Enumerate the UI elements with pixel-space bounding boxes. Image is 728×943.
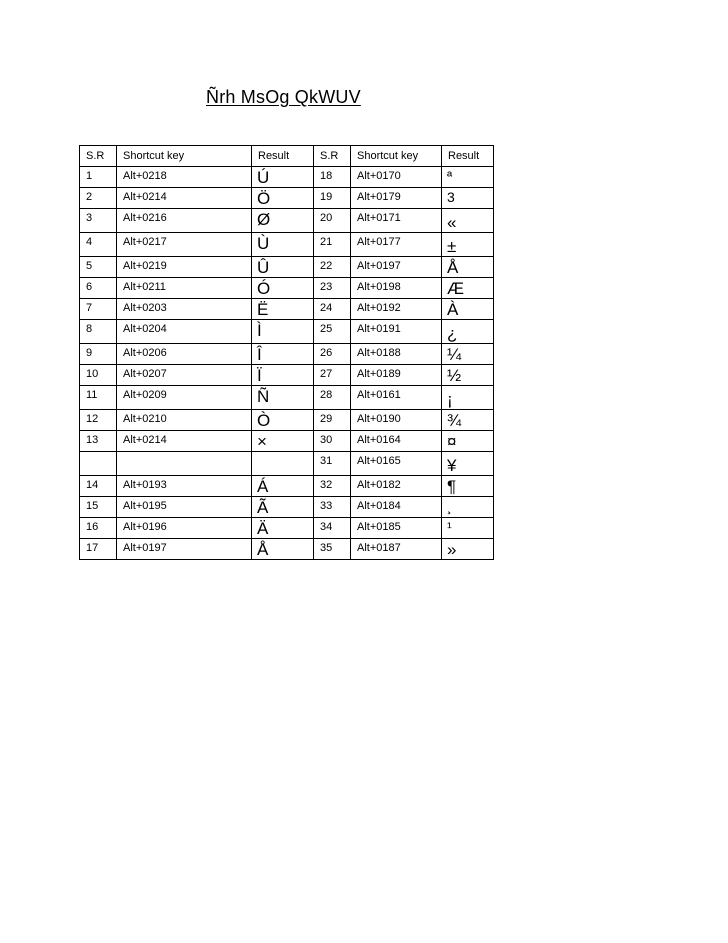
header-shortcut-key-right: Shortcut key bbox=[351, 146, 442, 167]
table-row bbox=[80, 344, 494, 365]
sr-left-cell: 10 bbox=[80, 365, 117, 386]
sr-left-cell: 14 bbox=[80, 476, 117, 497]
sr-right-cell: 21 bbox=[314, 233, 351, 257]
shortcut-key-left-cell: Alt+0219 bbox=[117, 257, 252, 278]
sr-right-cell: 18 bbox=[314, 167, 351, 188]
result-right-cell: ½ bbox=[442, 365, 494, 386]
result-left-cell: Ö bbox=[252, 188, 314, 209]
table-row bbox=[80, 497, 494, 518]
table-row bbox=[80, 365, 494, 386]
shortcut-key-left-cell: Alt+0204 bbox=[117, 320, 252, 344]
shortcut-key-left-cell: Alt+0206 bbox=[117, 344, 252, 365]
result-left-cell bbox=[252, 452, 314, 476]
shortcut-key-right-cell: Alt+0165 bbox=[351, 452, 442, 476]
sr-left-cell: 17 bbox=[80, 539, 117, 560]
result-right-cell: ¸ bbox=[442, 497, 494, 518]
result-right-cell: 3 bbox=[442, 188, 494, 209]
shortcut-key-left-cell: Alt+0193 bbox=[117, 476, 252, 497]
sr-right-cell: 32 bbox=[314, 476, 351, 497]
sr-right-cell: 27 bbox=[314, 365, 351, 386]
sr-left-cell: 5 bbox=[80, 257, 117, 278]
header-sr-left: S.R bbox=[80, 146, 117, 167]
sr-right-cell: 19 bbox=[314, 188, 351, 209]
shortcut-key-right-cell: Alt+0197 bbox=[351, 257, 442, 278]
table-row bbox=[80, 299, 494, 320]
result-right-cell: « bbox=[442, 209, 494, 233]
result-left-cell: Ï bbox=[252, 365, 314, 386]
table-row bbox=[80, 386, 494, 410]
result-left-cell: Ó bbox=[252, 278, 314, 299]
shortcut-key-right-cell: Alt+0161 bbox=[351, 386, 442, 410]
result-left-cell: Ú bbox=[252, 167, 314, 188]
result-right-cell: » bbox=[442, 539, 494, 560]
table-row bbox=[80, 431, 494, 452]
shortcut-key-right-cell: Alt+0191 bbox=[351, 320, 442, 344]
shortcut-key-left-cell: Alt+0216 bbox=[117, 209, 252, 233]
shortcut-key-right-cell: Alt+0198 bbox=[351, 278, 442, 299]
sr-right-cell: 24 bbox=[314, 299, 351, 320]
sr-left-cell: 9 bbox=[80, 344, 117, 365]
header-result-left: Result bbox=[252, 146, 314, 167]
table-row bbox=[80, 476, 494, 497]
result-right-cell: ¶ bbox=[442, 476, 494, 497]
result-left-cell: × bbox=[252, 431, 314, 452]
result-left-cell: Ì bbox=[252, 320, 314, 344]
result-right-cell: Æ bbox=[442, 278, 494, 299]
result-left-cell: Û bbox=[252, 257, 314, 278]
result-left-cell: Ë bbox=[252, 299, 314, 320]
result-right-cell: ¼ bbox=[442, 344, 494, 365]
result-left-cell: Ã bbox=[252, 497, 314, 518]
result-right-cell: ¾ bbox=[442, 410, 494, 431]
result-left-cell: Ø bbox=[252, 209, 314, 233]
result-right-cell: ¥ bbox=[442, 452, 494, 476]
page-title: Ñrh MsOg QkWUV bbox=[206, 87, 361, 107]
header-row bbox=[80, 146, 494, 167]
shortcut-key-right-cell: Alt+0170 bbox=[351, 167, 442, 188]
sr-left-cell: 1 bbox=[80, 167, 117, 188]
shortcut-key-left-cell: Alt+0211 bbox=[117, 278, 252, 299]
result-right-cell: ¿ bbox=[442, 320, 494, 344]
table-row bbox=[80, 410, 494, 431]
sr-left-cell: 2 bbox=[80, 188, 117, 209]
shortcut-key-left-cell bbox=[117, 452, 252, 476]
sr-left-cell: 11 bbox=[80, 386, 117, 410]
shortcut-key-left-cell: Alt+0207 bbox=[117, 365, 252, 386]
table-row bbox=[80, 320, 494, 344]
sr-right-cell: 34 bbox=[314, 518, 351, 539]
sr-left-cell: 4 bbox=[80, 233, 117, 257]
table-row bbox=[80, 209, 494, 233]
sr-right-cell: 20 bbox=[314, 209, 351, 233]
shortcut-key-left-cell: Alt+0197 bbox=[117, 539, 252, 560]
table-row bbox=[80, 233, 494, 257]
shortcut-key-left-cell: Alt+0214 bbox=[117, 188, 252, 209]
shortcut-key-right-cell: Alt+0179 bbox=[351, 188, 442, 209]
shortcut-key-right-cell: Alt+0171 bbox=[351, 209, 442, 233]
shortcut-key-right-cell: Alt+0185 bbox=[351, 518, 442, 539]
shortcut-key-right-cell: Alt+0188 bbox=[351, 344, 442, 365]
result-left-cell: Å bbox=[252, 539, 314, 560]
shortcut-key-left-cell: Alt+0217 bbox=[117, 233, 252, 257]
shortcut-key-left-cell: Alt+0214 bbox=[117, 431, 252, 452]
table-row bbox=[80, 518, 494, 539]
sr-left-cell: 12 bbox=[80, 410, 117, 431]
sr-right-cell: 28 bbox=[314, 386, 351, 410]
shortcut-key-left-cell: Alt+0218 bbox=[117, 167, 252, 188]
shortcut-key-right-cell: Alt+0184 bbox=[351, 497, 442, 518]
result-right-cell: ¤ bbox=[442, 431, 494, 452]
header-sr-right: S.R bbox=[314, 146, 351, 167]
shortcut-key-left-cell: Alt+0203 bbox=[117, 299, 252, 320]
table-row bbox=[80, 539, 494, 560]
header-shortcut-key-left: Shortcut key bbox=[117, 146, 252, 167]
result-left-cell: Ù bbox=[252, 233, 314, 257]
result-left-cell: Ä bbox=[252, 518, 314, 539]
sr-right-cell: 22 bbox=[314, 257, 351, 278]
sr-left-cell: 8 bbox=[80, 320, 117, 344]
sr-right-cell: 33 bbox=[314, 497, 351, 518]
sr-right-cell: 25 bbox=[314, 320, 351, 344]
table-body bbox=[80, 167, 494, 560]
result-right-cell: À bbox=[442, 299, 494, 320]
shortcut-key-right-cell: Alt+0189 bbox=[351, 365, 442, 386]
shortcut-key-right-cell: Alt+0187 bbox=[351, 539, 442, 560]
table-row bbox=[80, 278, 494, 299]
result-right-cell: ¹ bbox=[442, 518, 494, 539]
sr-right-cell: 30 bbox=[314, 431, 351, 452]
sr-right-cell: 29 bbox=[314, 410, 351, 431]
sr-left-cell: 3 bbox=[80, 209, 117, 233]
sr-left-cell: 15 bbox=[80, 497, 117, 518]
shortcut-key-right-cell: Alt+0182 bbox=[351, 476, 442, 497]
sr-left-cell: 7 bbox=[80, 299, 117, 320]
sr-left-cell: 13 bbox=[80, 431, 117, 452]
shortcut-key-right-cell: Alt+0177 bbox=[351, 233, 442, 257]
shortcut-key-right-cell: Alt+0190 bbox=[351, 410, 442, 431]
sr-right-cell: 35 bbox=[314, 539, 351, 560]
shortcut-key-left-cell: Alt+0195 bbox=[117, 497, 252, 518]
result-left-cell: Á bbox=[252, 476, 314, 497]
result-left-cell: Ò bbox=[252, 410, 314, 431]
sr-left-cell bbox=[80, 452, 117, 476]
table-row bbox=[80, 257, 494, 278]
shortcut-key-left-cell: Alt+0196 bbox=[117, 518, 252, 539]
result-right-cell: ¡ bbox=[442, 386, 494, 410]
sr-right-cell: 31 bbox=[314, 452, 351, 476]
result-left-cell: Ñ bbox=[252, 386, 314, 410]
sr-right-cell: 26 bbox=[314, 344, 351, 365]
sr-right-cell: 23 bbox=[314, 278, 351, 299]
table-row bbox=[80, 452, 494, 476]
header-result-right: Result bbox=[442, 146, 494, 167]
result-right-cell: ª bbox=[442, 167, 494, 188]
sr-left-cell: 16 bbox=[80, 518, 117, 539]
sr-left-cell: 6 bbox=[80, 278, 117, 299]
shortcut-key-right-cell: Alt+0164 bbox=[351, 431, 442, 452]
table-row bbox=[80, 188, 494, 209]
shortcut-key-left-cell: Alt+0209 bbox=[117, 386, 252, 410]
result-left-cell: Î bbox=[252, 344, 314, 365]
table-row bbox=[80, 167, 494, 188]
result-right-cell: Å bbox=[442, 257, 494, 278]
result-right-cell: ± bbox=[442, 233, 494, 257]
shortcut-table bbox=[79, 145, 494, 560]
shortcut-key-right-cell: Alt+0192 bbox=[351, 299, 442, 320]
shortcut-key-left-cell: Alt+0210 bbox=[117, 410, 252, 431]
